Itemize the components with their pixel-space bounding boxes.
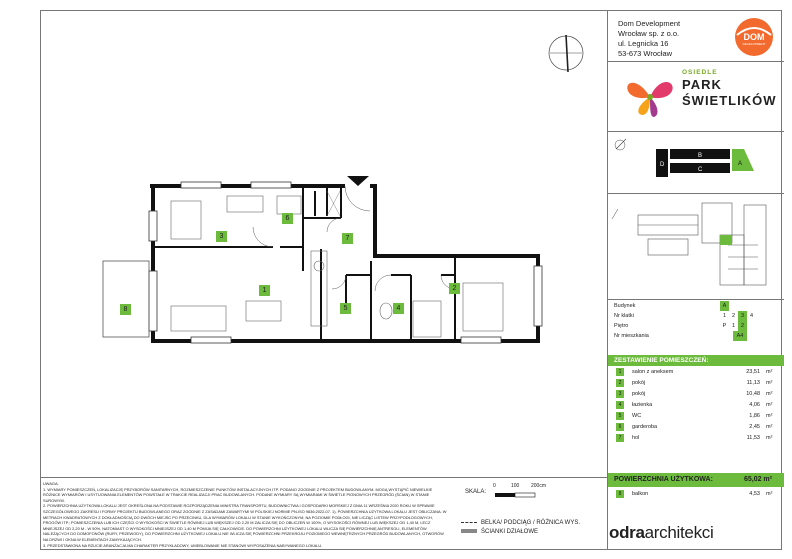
room-label-8: 8 [120, 304, 131, 315]
total-area-row [608, 473, 784, 487]
estate-prefix: OSIEDLE [682, 69, 718, 76]
legend-item-partition: ŚCIANKI DZIAŁOWE [461, 528, 580, 537]
separator [608, 61, 784, 62]
info-budynek: Budynek A [608, 301, 784, 311]
notes-title: UWAGA: [43, 481, 59, 486]
windows [149, 182, 542, 343]
total-area-label: POWIERZCHNIA UŻYTKOWA: [614, 476, 713, 483]
floor-key-plan [608, 195, 784, 299]
company-line2: Wrocław sp. z o.o. [618, 29, 680, 38]
company-street: ul. Legnicka 16 [618, 39, 669, 48]
building-c-label: C [698, 167, 703, 173]
zestawienie-title: ZESTAWIENIE POMIESZCZEŃ: [608, 355, 784, 366]
floor-plan [41, 11, 607, 477]
room-label-3: 3 [216, 231, 227, 242]
room-row: 5 WC 1,86 m² [608, 411, 784, 421]
room-row: 7 hol 11,53 m² [608, 433, 784, 443]
note-item: 1. WYMIARY POMIESZCZEŃ, LOKALIZACJĘ PRZYBORÓW SANITARNYCH, ROZMIESZCZENIE PUNKTÓW INSTALACYJNYCH ITP. PODANO ZGODNIE Z PROJEKTEM BUDOWLANYM. MOGĄ WYSTĄPIĆ NIEWIELKIE RÓŻNICE WYMIARÓW I USYTUOWANIA ELEMENTÓW POWSTAŁE W TRAKCIE REALIZACJI PRAC BUDOWLANYCH. PODANE WYMIARY SĄ WYMIARAMI W ŚWIETLE PIONOWYCH PRZEGRÓD (ŚCIAN) W STANIE SUROWYM. [43, 486, 433, 503]
room-label-1: 1 [259, 285, 270, 296]
room-label-6: 6 [282, 213, 293, 224]
room-label-2: 2 [449, 283, 460, 294]
budynek-value: A [720, 301, 729, 311]
room-row: 3 pokój 10,48 m² [608, 389, 784, 399]
company-name: Dom Development [618, 19, 681, 28]
bottom-separator [41, 477, 607, 478]
estate-logo [620, 63, 780, 133]
total-area-value: 65,02 m² [743, 476, 772, 483]
logo-sub: DEVELOPMENT [742, 42, 766, 46]
floor-plan-drawing [41, 11, 607, 477]
legend-item-beam: BELKA/ PODCIĄG / RÓŻNICA WYS. [461, 519, 580, 528]
company-city: 53-673 Wrocław [618, 49, 673, 58]
building-a-label: A [738, 161, 743, 167]
building-b-label: B [698, 153, 703, 159]
room-row: 6 garderoba 2,45 m² [608, 422, 784, 432]
mieszkanie-value: A4 [733, 331, 747, 341]
inner-walls [153, 186, 455, 341]
entrance-marker [347, 176, 369, 186]
note-item: 2. POWIERZCHNIA UŻYTKOWA LOKALU JEST OKREŚLONA NA PODSTAWIE ROZPORZĄDZENIA MINISTRA TRANSPORTU, BUDOWNICTWA I GOSPODARKI MORSKIEJ Z DNIA 11 WRZEŚNIA 2020 ROKU W SPRAWIE SZCZEGÓŁOWEGO ZAKRESU I FORMY PROJEKTU BUDOWLANEGO ORAZ ZGODNIE Z ZASADAMI ZAWARTYMI W POLSKIEJ NORMIE PN-ISO 9836:2022-07. 1). POWIERZCHNIA UŻYTKOWA LOKALU JEST OBLICZANA: W METRACH KWADRATOWYCH Z DOKŁADNOŚCIĄ DO DWÓCH MIEJSC PO PRZECINKU, DLA WYMIARÓW LOKALU W STANIE WYKOŃCZONYM, NA POZIOMIE PODŁOGI, NIE LICZĄC LISTEW PRZYPODŁOGOWYCH, PROGÓW ITP.; POMIESZCZENIA LUB ICH CZĘŚCI O WYSOKOŚCI W ŚWIETLE RÓWNEJ LUB WIĘKSZEJ OD 2,20 M ZALICZA SIĘ DO OBLICZEŃ W 100%, O WYSOKOŚCI RÓWNEJ LUB WIĘKSZEJ OD 1,40 M, LECZ MNIEJSZEJ OD 2,20 M - W 50%, NATOMIAST O WYSOKOŚCI MNIEJSZEJ OD 1,40 M POMIJA SIĘ CAŁKOWICIE. DO POWIERZCHNI UŻYTKOWEJ LOKALU WLICZA SIĘ POWIERZCHNIĘ ANTRESOLI, ELEMENTÓW NALEŻĄCYCH DO DOMOFONÓW (RURY, PRZEWODY), DO POWIERZCHNI UŻYTKOWEJ LOKALU NIE WLICZA SIĘ POWIERZCHNI PRZEKROJU POZIOMEGO WEWNĘTRZNYCH PRZEGRÓD BUDOWLANYCH, OTWORÓW NA DRZWI I OKNA W ELEMENTACH ZAMYKAJĄCYCH. [43, 503, 447, 542]
separator [608, 131, 784, 132]
info-klatka: Nr klatki 1 2 3 4 [614, 313, 754, 319]
room-row: 4 łazienka 4,06 m² [608, 400, 784, 410]
scale-bar: SKALA: 0 100 200cm [465, 483, 547, 495]
dom-development-logo [732, 17, 776, 57]
room-label-4: 4 [393, 303, 404, 314]
plan-sheet [40, 10, 782, 550]
legend [461, 519, 580, 537]
compass-icon [549, 35, 583, 72]
wardrobe-hatch [327, 191, 340, 216]
firefly-icon [620, 67, 680, 127]
room-row: 2 pokój 11,13 m² [608, 378, 784, 388]
separator [608, 299, 784, 300]
room-row: 1 salon z aneksem 23,51 m² [608, 367, 784, 377]
balcony-outline [103, 261, 149, 337]
info-pietro: Piętro P 1 2 [608, 321, 784, 331]
logo-text: DOM [743, 32, 765, 42]
notes [43, 481, 449, 548]
building-d-label: D [660, 162, 665, 168]
room-label-5: 5 [340, 303, 351, 314]
estate-name-1: PARK [682, 77, 722, 92]
company-address [618, 19, 680, 59]
scale-label: SKALA: [465, 489, 487, 495]
info-mieszkanie: Nr mieszkania A4 [608, 331, 784, 341]
architect-logo: odraarchitekci [609, 523, 714, 542]
outer-walls [150, 186, 538, 341]
room-label-7: 7 [342, 233, 353, 244]
balcony-row: 8 balkon 4,53 m² [608, 489, 784, 499]
info-panel [607, 11, 784, 549]
separator [608, 193, 784, 194]
note-item: 3. PRZEDSTAWIONA NA RZUCIE ARANŻACJA MA CHARAKTER PRZYKŁADOWY, UMEBLOWANIE NIE STANOWI WYPOSAŻENIA NABYWANEGO LOKALU. [43, 542, 323, 548]
building-key-plan [608, 135, 784, 193]
estate-name-2: ŚWIETLIKÓW [682, 93, 777, 108]
